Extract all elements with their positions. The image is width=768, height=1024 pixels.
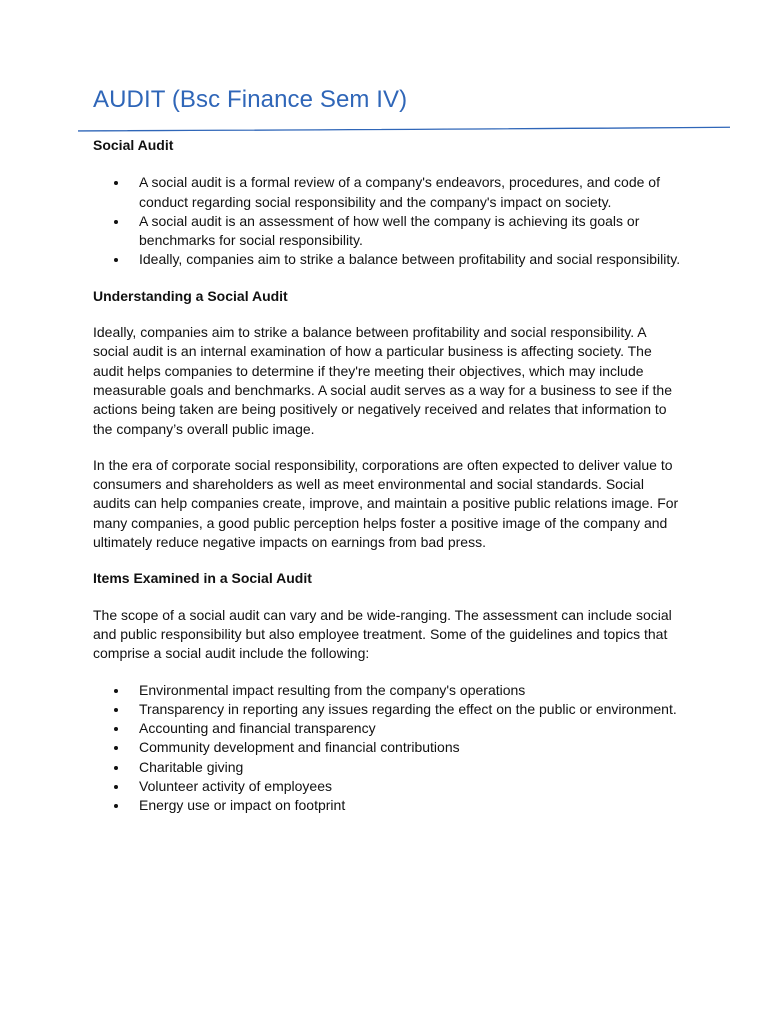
list-item-text: Volunteer activity of employees <box>139 778 332 795</box>
bullet-icon <box>114 804 118 808</box>
bullet-icon <box>114 181 118 185</box>
list-item <box>139 719 683 738</box>
document-body <box>93 136 683 816</box>
title-underline <box>78 125 730 133</box>
bullet-icon <box>114 708 118 712</box>
bullet-icon <box>114 766 118 770</box>
list-item <box>139 173 683 212</box>
list-item <box>139 758 683 777</box>
social-audit-bullet-list <box>93 173 683 269</box>
section-heading-understanding: Understanding a Social Audit <box>93 287 288 304</box>
document-title: AUDIT (Bsc Finance Sem IV) <box>93 86 408 113</box>
list-item <box>139 681 683 700</box>
list-item-text: A social audit is a formal review of a company's endeavors, procedures, and code of conduct regarding social responsibility and the company's impact on society. <box>139 174 660 210</box>
section-heading-social-audit: Social Audit <box>93 137 174 153</box>
list-item <box>139 738 683 757</box>
list-item <box>139 250 683 269</box>
bullet-icon <box>114 746 118 750</box>
bullet-icon <box>114 727 118 731</box>
list-item-text: Charitable giving <box>139 758 244 775</box>
list-item-text: Community development and financial contributions <box>139 739 460 756</box>
paragraph: Ideally, companies aim to strike a balance between profitability and social responsibility. A social audit is an internal examination of how a particular business is affecting society. The audit helps companies to determine if they're meeting their objectives, which may include measurable goals and benchmarks. A social audit serves as a way for a business to see if the actions being taken are being positively or negatively received and relates that information to the company’s overall public image. <box>93 324 672 437</box>
paragraph: The scope of a social audit can vary and be wide-ranging. The assessment can include social and public responsibility but also employee treatment. Some of the guidelines and topics that comprise a social audit include the following: <box>93 606 672 662</box>
list-item <box>139 212 683 251</box>
list-item-text: Energy use or impact on footprint <box>139 797 346 814</box>
list-item-text: Ideally, companies aim to strike a balance between profitability and social responsibility. <box>139 251 681 268</box>
bullet-icon <box>114 220 118 224</box>
bullet-icon <box>114 258 118 262</box>
bullet-icon <box>114 689 118 693</box>
list-item-text: Transparency in reporting any issues regarding the effect on the public or environment. <box>139 700 677 717</box>
list-item <box>139 796 683 815</box>
list-item <box>139 700 683 719</box>
list-item-text: Accounting and financial transparency <box>139 720 376 737</box>
section-heading-items-examined: Items Examined in a Social Audit <box>93 570 312 587</box>
list-item-text: Environmental impact resulting from the company's operations <box>139 681 526 698</box>
list-item-text: A social audit is an assessment of how well the company is achieving its goals or benchmarks for social responsibility. <box>139 212 640 249</box>
paragraph: In the era of corporate social responsibility, corporations are often expected to deliver value to consumers and shareholders as well as meet environmental and social standards. Social audits can help companies create, improve, and maintain a positive public relations image. For many companies, a good public perception helps foster a positive image of the company and ultimately reduce negative impacts on earnings from bad press. <box>93 456 679 551</box>
list-item <box>139 777 683 796</box>
items-examined-bullet-list <box>93 681 683 816</box>
bullet-icon <box>114 785 118 789</box>
